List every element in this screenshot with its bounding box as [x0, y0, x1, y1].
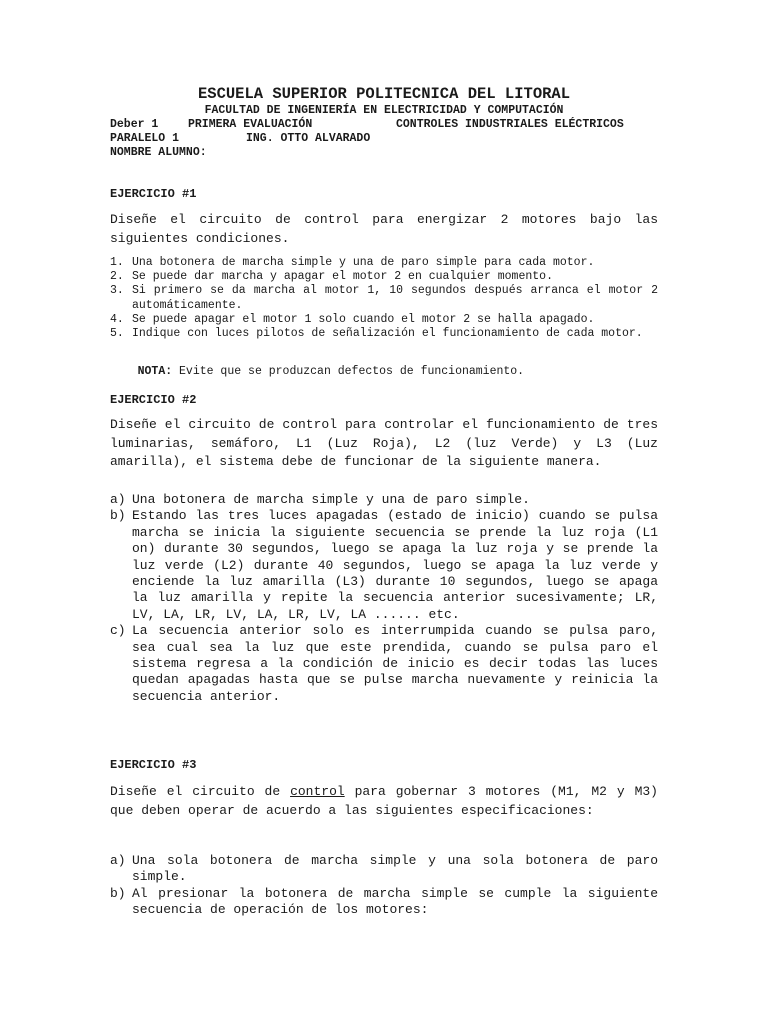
ex2-conditions-list: [110, 492, 658, 705]
ex3-intro-pre: Diseñe el circuito de: [110, 784, 291, 799]
list-item-text: Al presionar la botonera de marcha simple se cumple la siguiente secuencia de operación de los motores:: [132, 885, 658, 918]
list-item: [110, 313, 658, 327]
ex3-intro-post: para gobernar 3 motores (M1, M2 y M3) que deben operar de acuerdo a las siguientes especificaciones:: [110, 784, 658, 818]
list-marker: a): [110, 853, 126, 868]
ex2-intro: Diseñe el circuito de control para controlar el funcionamiento de tres luminarias, semáforo, L1 (Luz Roja), L2 (luz Verde) y L3 (Luz amarilla), el sistema debe de funcionar de la siguiente manera.: [110, 417, 658, 469]
ex1-title: EJERCICIO #1: [110, 187, 197, 201]
list-marker: 5.: [110, 327, 124, 341]
ex2-title: EJERCICIO #2: [110, 393, 197, 407]
note-label: NOTA:: [137, 365, 173, 379]
ex1-intro: Diseñe el circuito de control para energizar 2 motores bajo las siguientes condiciones.: [110, 212, 658, 246]
list-item: [110, 492, 658, 508]
list-item-text: La secuencia anterior solo es interrumpida cuando se pulsa paro, sea cual sea la luz que este prendida, cuando se pulsa paro el sistema regresa a la condición de inicio es decir todas las luces quedan apagadas hasta que se pulse marcha nuevamente y reinicia la secuencia anterior.: [132, 623, 658, 704]
evaluation-label: PRIMERA EVALUACIÓN: [188, 118, 313, 131]
deber-label: Deber 1: [110, 118, 159, 131]
list-item: [110, 508, 658, 623]
list-item-text: Estando las tres luces apagadas (estado de inicio) cuando se pulsa marcha se inicia la siguiente secuencia se prende la luz roja (L1 on) durante 30 segundos, luego se apaga la luz roja y se prende la luz verde (L2) durante 40 segundos, luego se apaga la luz verde y enciende la luz amarilla (L3) durante 10 segundos, luego se apaga la luz amarilla y repite la secuencia anterior sucesivamente; LR, LV, LA, LR, LV, LA, LR, LV, LA ...... etc.: [132, 508, 658, 622]
list-item-text: Una sola botonera de marcha simple y una sola botonera de paro simple.: [132, 853, 658, 885]
list-item: [110, 886, 658, 919]
ex3-intro-underlined: control: [290, 784, 345, 799]
list-item: [110, 623, 658, 705]
list-marker: b): [110, 508, 126, 524]
list-item: [110, 270, 658, 284]
list-item: [110, 327, 658, 341]
course-label: CONTROLES INDUSTRIALES ELÉCTRICOS: [396, 118, 624, 131]
list-marker: 3.: [110, 284, 124, 298]
list-item: [110, 284, 658, 312]
list-marker: 1.: [110, 256, 124, 269]
list-item-text: Una botonera de marcha simple y una de paro simple para cada motor.: [132, 256, 595, 269]
list-marker: a): [110, 492, 126, 507]
list-marker: 4.: [110, 312, 124, 326]
student-name-label: NOMBRE ALUMNO:: [110, 146, 207, 159]
list-item-text: Se puede apagar el motor 1 solo cuando el motor 2 se halla apagado.: [132, 312, 595, 326]
ex1-conditions-list: [110, 256, 658, 341]
ex3-title: EJERCICIO #3: [110, 758, 197, 772]
list-item: [110, 853, 658, 886]
list-marker: c): [110, 623, 126, 639]
faculty-title: FACULTAD DE INGENIERÍA EN ELECTRICIDAD Y COMPUTACIÓN: [204, 104, 564, 117]
list-marker: b): [110, 885, 126, 901]
list-item-text: Se puede dar marcha y apagar el motor 2 en cualquier momento.: [132, 270, 553, 284]
teacher-label: ING. OTTO ALVARADO: [246, 132, 371, 145]
school-title: ESCUELA SUPERIOR POLITECNICA DEL LITORAL: [197, 85, 571, 103]
ex3-conditions-list: [110, 853, 658, 919]
list-item-text: Indique con luces pilotos de señalización el funcionamiento de cada motor.: [132, 327, 643, 341]
ex1-note: [110, 351, 524, 394]
paralelo-label: PARALELO 1: [110, 132, 180, 145]
ex3-intro: [110, 782, 658, 820]
list-item-text: Si primero se da marcha al motor 1, 10 segundos después arranca el motor 2 automáticamente.: [132, 284, 658, 312]
note-text: Evite que se produzcan defectos de funcionamiento.: [172, 365, 525, 379]
list-item-text: Una botonera de marcha simple y una de paro simple.: [132, 492, 530, 507]
list-item: [110, 256, 658, 270]
list-marker: 2.: [110, 270, 124, 284]
